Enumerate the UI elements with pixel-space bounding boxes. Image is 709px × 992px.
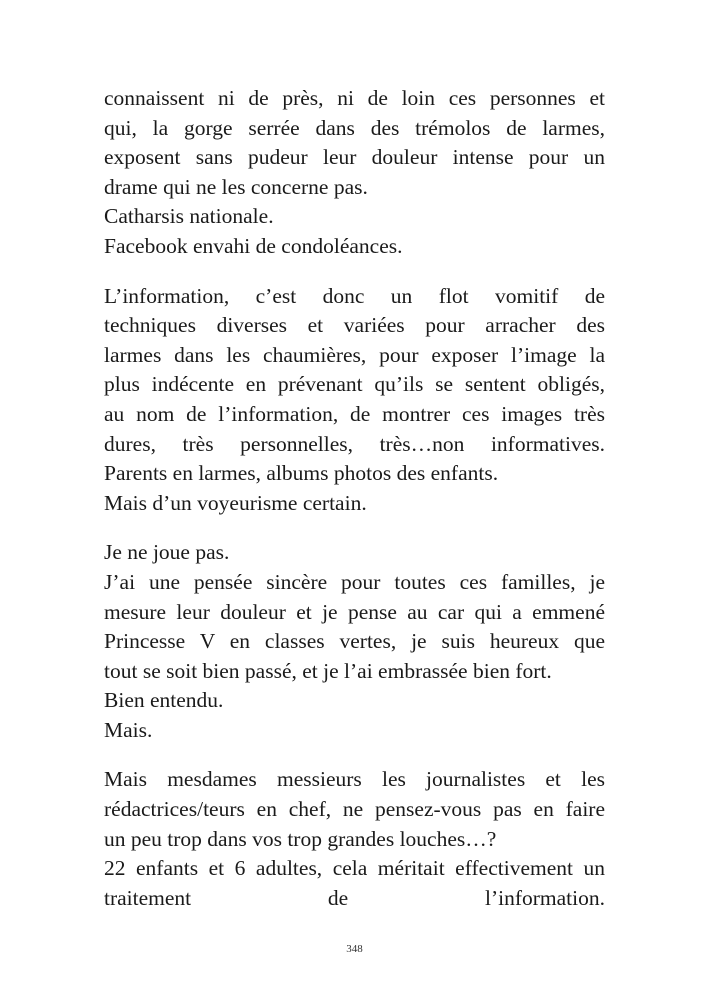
text-line: 22 enfants et 6 adultes, cela méritait effectivement un <box>104 856 605 881</box>
text-line: au nom de l’information, de montrer ces images très <box>104 401 605 426</box>
text-line: qui, la gorge serrée dans des trémolos de larmes, <box>104 115 605 140</box>
text-line: dures, très personnelles, très…non informatives. <box>104 431 605 456</box>
text-line: traitement de l’information. <box>104 885 605 910</box>
paragraph <box>104 282 605 519</box>
text-line: connaissent ni de près, ni de loin ces personnes et <box>104 86 605 110</box>
text-line: Catharsis nationale. <box>104 204 274 229</box>
text-line: Facebook envahi de condoléances. <box>104 233 403 258</box>
text-line: tout se soit bien passé, et je l’ai embrassée bien fort. <box>104 658 552 683</box>
text-line: J’ai une pensée sincère pour toutes ces familles, je <box>104 569 605 594</box>
paragraph <box>104 84 605 262</box>
text-line: techniques diverses et variées pour arracher des <box>104 313 605 338</box>
text-line: L’information, c’est donc un flot vomitif de <box>104 283 605 308</box>
text-line: Parents en larmes, albums photos des enfants. <box>104 461 499 486</box>
text-line: Princesse V en classes vertes, je suis heureux que <box>104 629 605 654</box>
page-body <box>104 84 605 933</box>
page-number: 348 <box>346 943 363 955</box>
text-line: drame qui ne les concerne pas. <box>104 174 368 199</box>
text-line: Bien entendu. <box>104 688 224 713</box>
paragraph <box>104 765 605 913</box>
text-line: exposent sans pudeur leur douleur intense pour un <box>104 145 605 170</box>
text-line: Je ne joue pas. <box>104 540 230 565</box>
text-line: Mais d’un voyeurisme certain. <box>104 490 367 515</box>
text-line: larmes dans les chaumières, pour exposer l’image la <box>104 342 605 367</box>
paragraph <box>104 538 605 745</box>
text-line: rédactrices/teurs en chef, ne pensez-vous pas en faire <box>104 797 605 822</box>
text-line: Mais. <box>104 717 153 742</box>
text-line: Mais mesdames messieurs les journalistes et les <box>104 767 605 792</box>
text-line: plus indécente en prévenant qu’ils se sentent obligés, <box>104 372 605 397</box>
text-line: mesure leur douleur et je pense au car qui a emmené <box>104 599 605 624</box>
text-line: un peu trop dans vos trop grandes louches…? <box>104 826 497 851</box>
